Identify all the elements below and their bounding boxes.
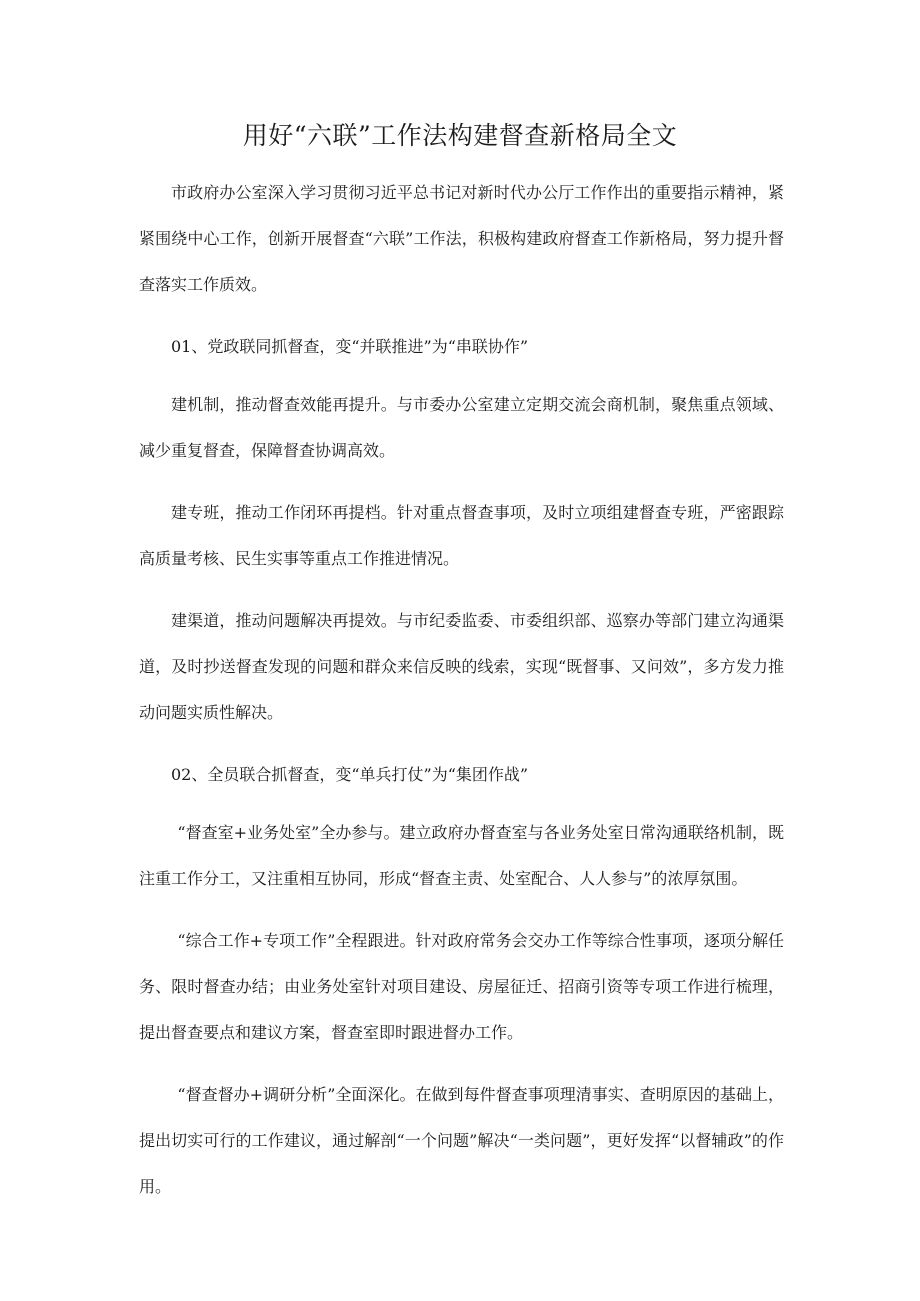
section-02-paragraph-3: “督查督办+调研分析”全面深化。在做到每件督查事项理清事实、查明原因的基础上，提出切实可行的工作建议，通过解剖“一个问题”解决“一类问题”，更好发挥“以督辅政”的作用。	[139, 1085, 784, 1196]
intro-paragraph: 市政府办公室深入学习贯彻习近平总书记对新时代办公厅工作作出的重要指示精神，紧紧围绕中心工作，创新开展督查“六联”工作法，积极构建政府督查工作新格局，努力提升督查落实工作质效。	[139, 183, 784, 294]
document-title: 用好“六联”工作法构建督查新格局全文	[242, 121, 678, 150]
section-heading-02: 02、全员联合抓督查，变“单兵打仗”为“集团作战”	[171, 765, 529, 784]
section-01-paragraph-2: 建专班，推动工作闭环再提档。针对重点督查事项，及时立项组建督查专班，严密跟踪高质量考核、民生实事等重点工作推进情况。	[139, 503, 784, 568]
section-02-paragraph-2: “综合工作+专项工作”全程跟进。针对政府常务会交办工作等综合性事项，逐项分解任务、限时督查办结；由业务处室针对项目建设、房屋征迁、招商引资等专项工作进行梳理，提出督查要点和建议方案，督查室即时跟进督办工作。	[139, 931, 784, 1042]
document-body	[139, 170, 784, 1226]
section-01-paragraph-3: 建渠道，推动问题解决再提效。与市纪委监委、市委组织部、巡察办等部门建立沟通渠道，及时抄送督查发现的问题和群众来信反映的线索，实现“既督事、又问效”，多方发力推动问题实质性解决。	[139, 611, 784, 722]
section-heading-01: 01、党政联同抓督查，变“并联推进”为“串联协作”	[171, 337, 529, 356]
section-01-paragraph-1: 建机制，推动督查效能再提升。与市委办公室建立定期交流会商机制，聚焦重点领域、减少重复督查，保障督查协调高效。	[139, 395, 784, 460]
section-02-paragraph-1: “督查室+业务处室”全办参与。建立政府办督查室与各业务处室日常沟通联络机制，既注重工作分工，又注重相互协同，形成“督查主责、处室配合、人人参与”的浓厚氛围。	[139, 823, 784, 888]
